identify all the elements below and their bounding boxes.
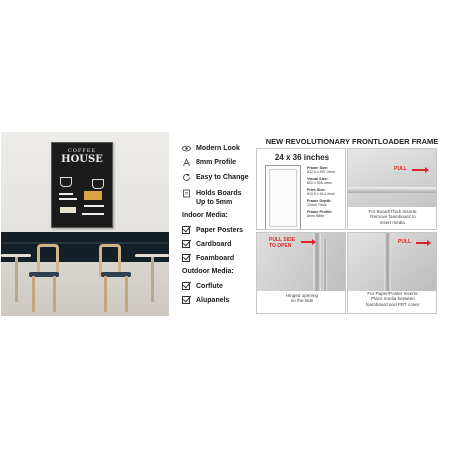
check-icon — [182, 254, 190, 262]
chair-leg — [32, 276, 35, 312]
feature-label: Modern Look — [196, 145, 240, 152]
frame-diagram — [265, 165, 301, 230]
pull-side-label: PULL SIDE TO OPEN — [269, 237, 296, 249]
feature-modern-look — [182, 144, 240, 153]
caption-board: For Board/Thick Inserts: Remove foamboard to insert media. — [368, 209, 418, 225]
wainscoting — [1, 232, 169, 262]
media-label: Alupanels — [196, 296, 230, 304]
arrow-right-icon — [301, 241, 313, 243]
media-label: Paper Posters — [196, 226, 244, 234]
check-icon — [182, 296, 190, 304]
media-item — [182, 296, 229, 304]
poster-badge — [60, 207, 76, 213]
media-label: Corflute — [196, 282, 223, 290]
cup-icon — [60, 177, 72, 187]
spec-frame-profile: Frame Profile: 8mm Wide — [307, 210, 333, 219]
frame-rail — [323, 239, 327, 291]
media-item — [182, 240, 231, 248]
refresh-icon — [182, 173, 191, 182]
check-icon — [182, 282, 190, 290]
chair-leg — [125, 276, 128, 312]
document-icon — [182, 189, 191, 198]
feature-label: Holds Boards — [196, 190, 242, 197]
feature-label: 8mm Profile — [196, 159, 237, 166]
paper-insert-panel — [347, 232, 437, 314]
table-leg — [151, 257, 154, 302]
chair-leg — [53, 276, 56, 312]
panel-title: NEW REVOLUTIONARY FRONTLOADER FRAME — [265, 137, 439, 146]
poster-text-line — [59, 198, 77, 200]
feature-holds-boards — [182, 189, 242, 207]
feature-easy-change — [182, 173, 249, 182]
poster-text-line — [59, 193, 73, 195]
chair-leg — [104, 276, 107, 312]
feature-label: Easy to Change — [196, 174, 249, 181]
caption-hinge: Hinged opening on the side — [285, 293, 319, 304]
pull-label: PULL — [398, 239, 412, 245]
poster-line1: COFFEE — [67, 148, 97, 154]
poster-line2: HOUSE — [61, 154, 103, 165]
media-item — [182, 254, 234, 262]
hinge-panel — [256, 232, 346, 314]
eye-icon — [182, 144, 191, 153]
floor — [1, 262, 169, 316]
indoor-media-heading: Indoor Media: — [182, 212, 228, 219]
product-photo — [1, 132, 169, 316]
board-insert-panel — [347, 148, 437, 230]
spec-visual-size: Visual Size: 600 x 905.4mm — [307, 177, 332, 186]
feature-profile — [182, 158, 236, 167]
table-leg — [15, 257, 18, 302]
coffee-poster — [51, 142, 113, 228]
media-item — [182, 226, 243, 234]
size-spec-box — [256, 148, 346, 230]
board-insert-photo — [348, 149, 437, 207]
spec-frame-depth: Frame Depth: 12mm Thick — [307, 199, 332, 208]
caption-paper: For Paper/Poster Inserts: Place media between foamboard and PET cover. — [365, 291, 421, 307]
media-item — [182, 282, 223, 290]
frame-rail — [348, 187, 437, 193]
compass-icon — [182, 158, 191, 167]
media-label: Foamboard — [196, 254, 235, 262]
spec-print-size: Print Size: 610.5 x 914.4mm — [307, 188, 335, 197]
spec-frame-size: Frame Size: 632.5 x 937.4mm — [307, 166, 335, 175]
poster-text-line — [84, 205, 104, 207]
poster-badge — [84, 191, 102, 200]
frame-rail — [384, 233, 391, 291]
arrow-right-icon — [412, 169, 426, 171]
media-label: Cardboard — [196, 240, 232, 248]
poster-text-line — [82, 213, 104, 215]
size-title: 24 x 36 inches — [274, 153, 330, 162]
check-icon — [182, 226, 190, 234]
cup-icon — [92, 179, 104, 189]
pull-label: PULL — [394, 166, 408, 172]
outdoor-media-heading: Outdoor Media: — [182, 268, 234, 275]
arrow-right-icon — [416, 242, 428, 244]
feature-label-2: Up to 5mm — [196, 199, 233, 206]
check-icon — [182, 240, 190, 248]
